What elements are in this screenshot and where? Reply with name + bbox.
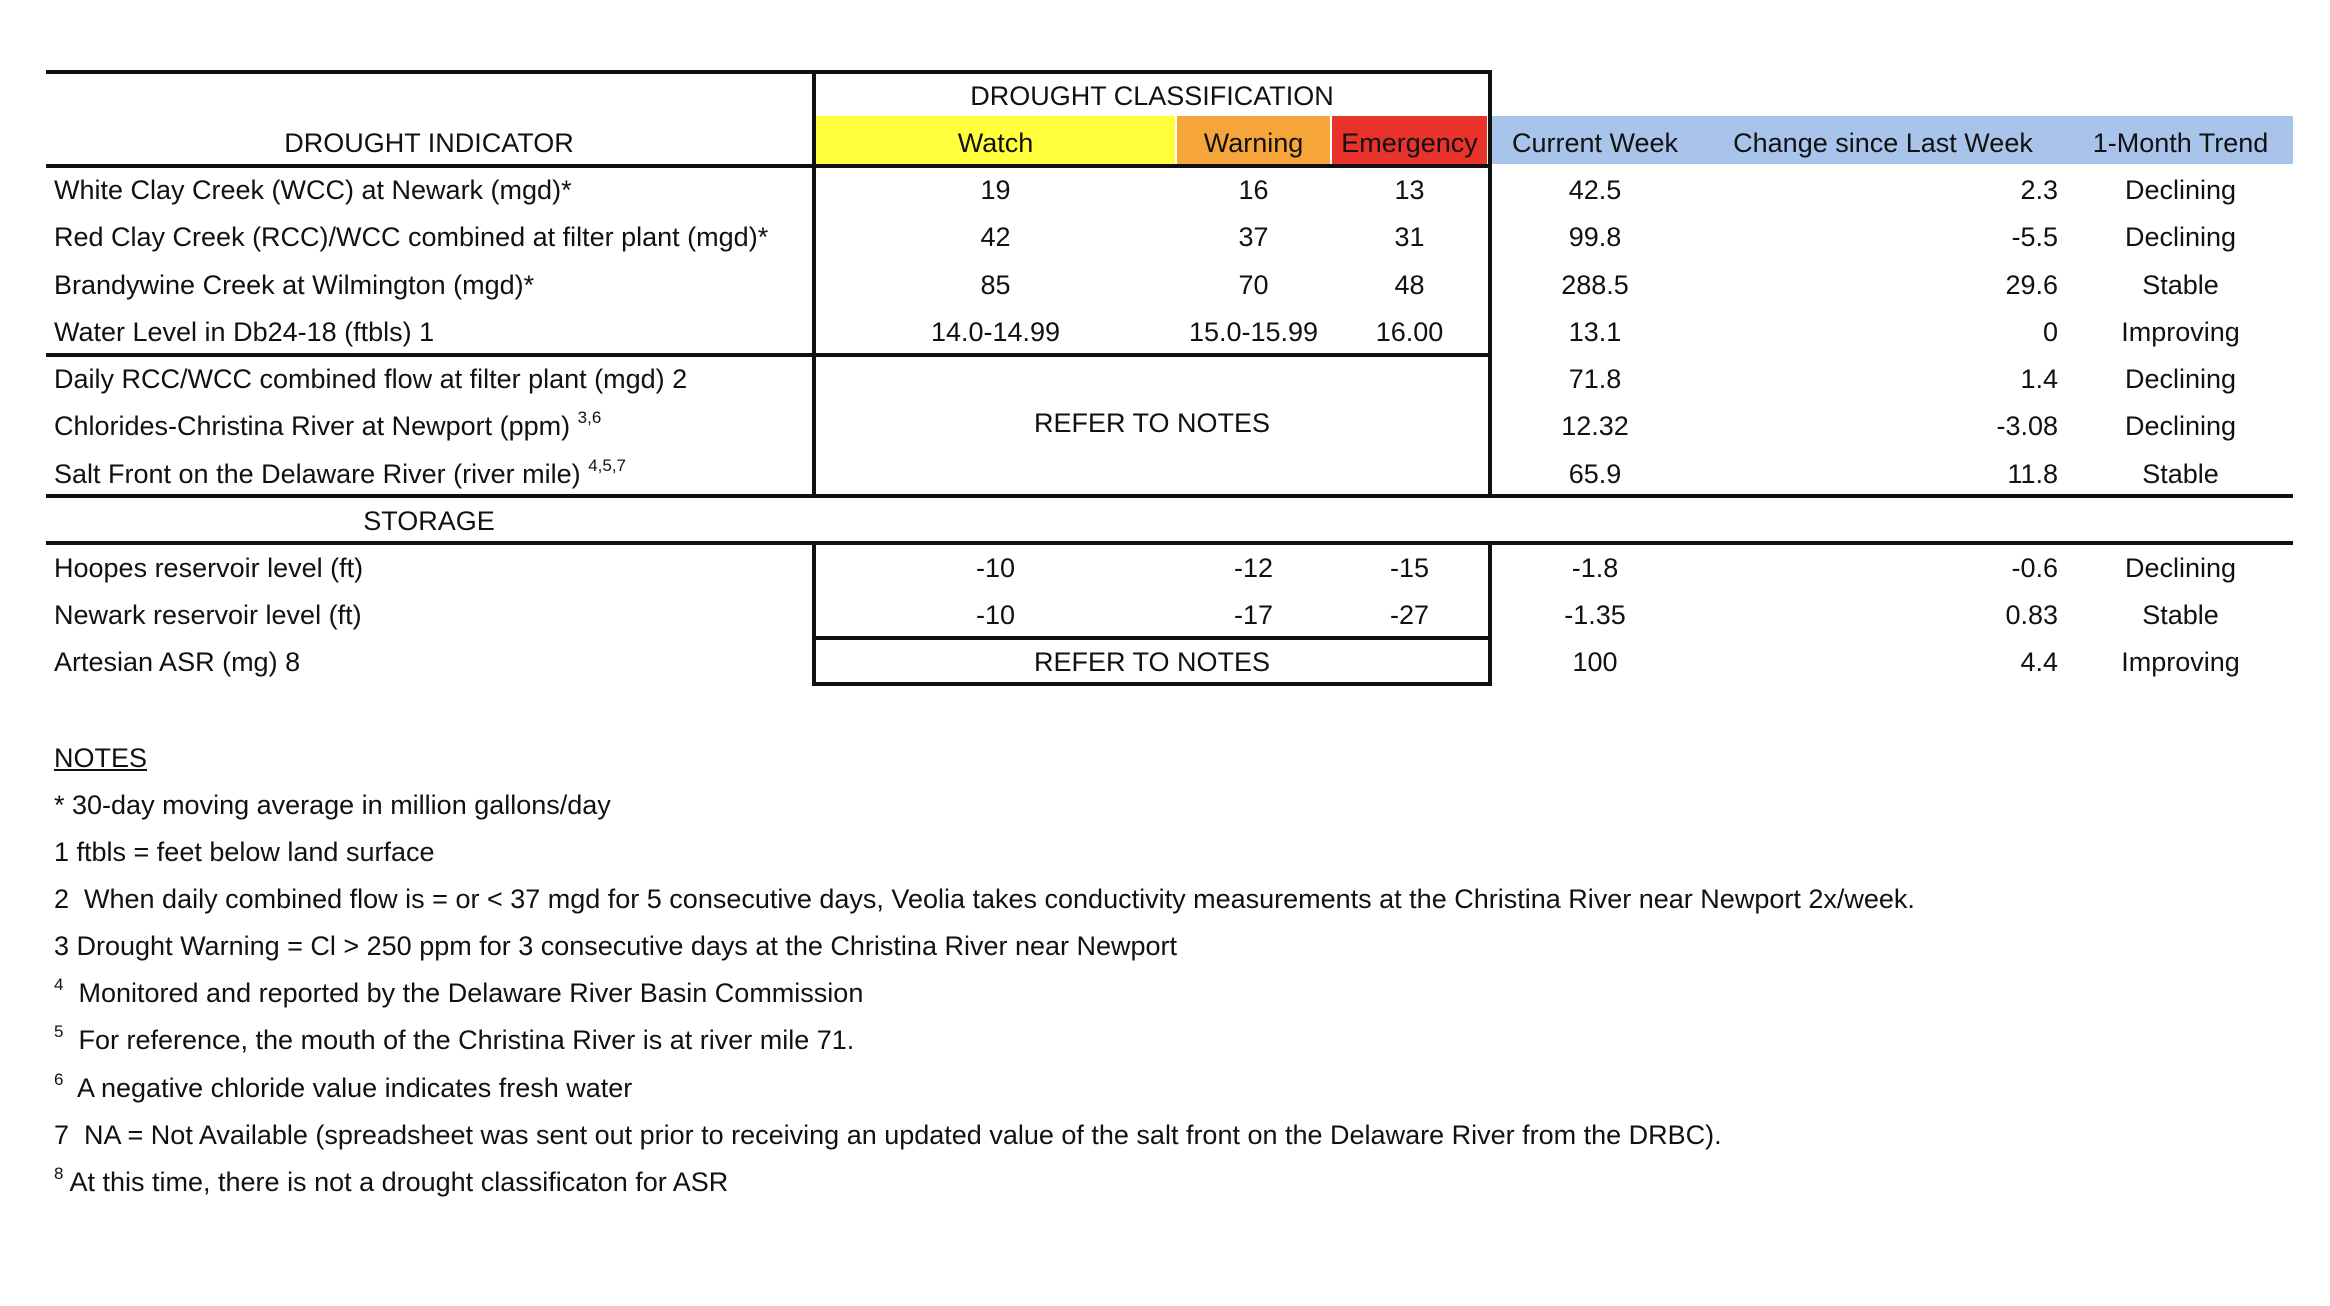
emergency-value: -15 [1389,553,1430,583]
current-week-header: Current Week [1511,128,1679,158]
current-week-value: -1.35 [1564,600,1626,630]
current-week-value: 42.5 [1568,175,1622,205]
warning-value: -12 [1233,553,1274,583]
trend-value: Declining [2124,553,2237,583]
watch-value: 19 [980,175,1011,205]
row-label-text: Daily RCC/WCC combined flow at filter plant (mgd) 2 [54,364,688,394]
note-text: 7 NA = Not Available (spreadsheet was sent out prior to receiving an updated value of the salt front on the Delaware River from the DRBC). [54,1120,1722,1150]
change-value: -0.6 [2011,553,2058,583]
row-label [54,362,687,396]
warning-value: 37 [1238,222,1269,252]
footnote-ref: 3,6 [577,408,602,427]
change-value: -5.5 [2011,222,2058,252]
row-label-text: Newark reservoir level (ft) [54,600,362,630]
classification-top-rule [812,70,1492,74]
current-week-value: 100 [1572,647,1618,677]
storage-top-rule [46,494,2293,498]
note-item [54,1071,632,1105]
emergency-header: Emergency [1341,128,1478,158]
row-label-text: Red Clay Creek (RCC)/WCC combined at filter plant (mgd)* [54,222,769,252]
trend-value: Declining [2124,411,2237,441]
watch-value: 14.0-14.99 [930,317,1061,347]
note-item [54,976,863,1010]
trend-header: 1-Month Trend [2092,128,2269,158]
change-value: 11.8 [2007,459,2058,489]
note-footnote-number: 5 [54,1022,64,1041]
row-label-text: Water Level in Db24-18 (ftbls) 1 [54,317,435,347]
trend-value: Improving [2121,647,2240,677]
note-footnote-number: 4 [54,975,64,994]
change-value: 29.6 [2005,270,2058,300]
header-bottom-rule [46,164,1492,168]
warning-value: -17 [1233,600,1274,630]
note-item [54,788,611,822]
refer-to-notes-label-asr: REFER TO NOTES [1033,647,1271,677]
storage-label: STORAGE [363,506,495,536]
watch-value: 42 [980,222,1011,252]
current-week-value: 65.9 [1568,459,1622,489]
trend-value: Stable [2142,270,2219,300]
row-label-text: Salt Front on the Delaware River (river mile) [54,459,581,489]
warning-value: 15.0-15.99 [1188,317,1319,347]
change-value: -3.08 [1996,411,2058,441]
note-text: At this time, there is not a drought classificaton for ASR [63,1167,729,1197]
emergency-value: -27 [1389,600,1430,630]
note-item [54,1165,728,1199]
note-footnote-number: 8 [54,1164,64,1183]
indicator-group-rule [46,353,1492,357]
warning-header: Warning [1203,128,1304,158]
note-text: Monitored and reported by the Delaware River Basin Commission [63,978,864,1008]
row-label-text: Artesian ASR (mg) 8 [54,647,301,677]
row-label-text: Chlorides-Christina River at Newport (ppm) [54,411,571,441]
emergency-value: 16.00 [1375,317,1444,347]
row-label [54,645,300,679]
row-label-text: White Clay Creek (WCC) at Newark (mgd)* [54,175,572,205]
table-top-rule-left [46,70,812,74]
current-week-value: 288.5 [1561,270,1629,300]
row-label [54,173,572,207]
note-item [54,882,1915,916]
trend-value: Improving [2121,317,2240,347]
warning-value: 16 [1238,175,1269,205]
note-text: * 30-day moving average in million gallons/day [54,790,611,820]
watch-value: -10 [975,553,1016,583]
note-item [54,929,1177,963]
trend-value: Stable [2142,459,2219,489]
drought-classification-header: DROUGHT CLASSIFICATION [970,81,1334,111]
drought-indicator-header: DROUGHT INDICATOR [284,128,574,158]
note-text: 2 When daily combined flow is = or < 37 mgd for 5 consecutive days, Veolia takes conductivity measurements at the Christina River near Newport 2x/week. [54,884,1915,914]
trend-value: Declining [2124,364,2237,394]
note-item [54,1118,1722,1152]
change-header: Change since Last Week [1733,128,2033,158]
note-text: A negative chloride value indicates fresh water [63,1073,633,1103]
trend-value: Declining [2124,175,2237,205]
current-week-value: -1.8 [1571,553,1619,583]
current-week-value: 12.32 [1561,411,1629,441]
emergency-value: 31 [1394,222,1425,252]
watch-header: Watch [957,128,1034,158]
trend-value: Declining [2124,222,2237,252]
row-label [54,220,768,254]
row-label [54,551,363,585]
change-value: 0.83 [2005,600,2058,630]
row-label [54,409,601,443]
change-value: 0 [2042,317,2058,347]
note-text: 1 ftbls = feet below land surface [54,837,435,867]
warning-value: 70 [1238,270,1269,300]
asr-box-bottom-rule [812,682,1492,686]
notes-heading-text: NOTES [54,743,148,773]
current-week-value: 13.1 [1568,317,1622,347]
watch-value: -10 [975,600,1016,630]
storage-bottom-rule [46,541,2293,545]
row-label-text: Hoopes reservoir level (ft) [54,553,364,583]
note-footnote-number: 6 [54,1070,64,1089]
note-text: For reference, the mouth of the Christina River is at river mile 71. [63,1025,855,1055]
row-label [54,268,534,302]
notes-heading [54,741,147,775]
current-week-value: 99.8 [1568,222,1622,252]
row-label-text: Brandywine Creek at Wilmington (mgd)* [54,270,535,300]
current-week-value: 71.8 [1568,364,1622,394]
watch-value: 85 [980,270,1011,300]
change-value: 1.4 [2020,364,2058,394]
note-text: 3 Drought Warning = Cl > 250 ppm for 3 consecutive days at the Christina River near Newport [54,931,1178,961]
row-label [54,598,362,632]
emergency-value: 13 [1394,175,1425,205]
trend-value: Stable [2142,600,2219,630]
footnote-ref: 4,5,7 [588,456,626,475]
asr-box-top-rule [812,636,1492,640]
refer-to-notes-label: REFER TO NOTES [1033,408,1271,438]
note-item [54,1023,854,1057]
note-item [54,835,434,869]
row-label [54,315,434,349]
emergency-value: 48 [1394,270,1425,300]
change-value: 4.4 [2020,647,2058,677]
change-value: 2.3 [2020,175,2058,205]
row-label [54,457,626,491]
